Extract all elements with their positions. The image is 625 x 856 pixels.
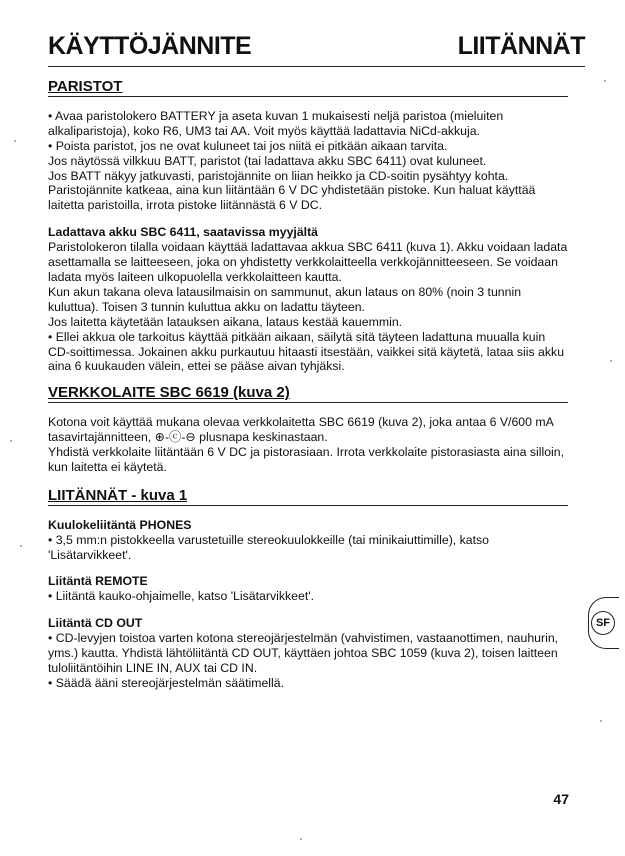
subsection-title-akku: Ladattava akku SBC 6411, saatavissa myyjältä [48, 225, 319, 240]
paragraph: Jos BATT näkyy jatkuvasti, paristojännite on liian heikko ja CD-soitin pysähtyy kohta. [48, 168, 509, 183]
scan-speck [14, 140, 16, 142]
page-header [48, 30, 585, 67]
section-title-liitannat: LIITÄNNÄT - kuva 1 [48, 489, 568, 506]
header-title-left: KÄYTTÖJÄNNITE [48, 32, 252, 60]
scan-speck [610, 360, 612, 362]
scan-speck [604, 80, 606, 82]
subsection-title-cd-out: Liitäntä CD OUT [48, 616, 143, 631]
scan-speck [10, 440, 12, 442]
paragraph: Jos näytössä vilkkuu BATT, paristot (tai ladattava akku SBC 6411) ovat kuluneet. [48, 153, 487, 168]
paragraph: • Avaa paristolokero BATTERY ja aseta kuvan 1 mukaisesti neljä paristoa (mieluiten alkaliparistoja), koko R6, UM3 tai AA. Voit myös käyttää ladattavia NiCd-akkuja. [48, 108, 504, 138]
scan-speck [600, 720, 602, 722]
sf-language-icon: SF [591, 611, 615, 635]
header-title-right: LIITÄNNÄT [457, 32, 585, 60]
paragraph: Jos laitetta käytetään latauksen aikana, lataus kestää kauemmin. [48, 314, 403, 329]
paragraph: Kotona voit käyttää mukana olevaa verkkolaitetta SBC 6619 (kuva 2), joka antaa 6 V/600 mA tasavirtajännitteen, ⊕-ⓒ-⊖ plusnapa keskinastaan. [48, 415, 554, 445]
subsection-title-phones: Kuulokeliitäntä PHONES [48, 517, 192, 532]
paragraph: • Poista paristot, jos ne ovat kuluneet tai jos niitä ei pitkään aikaan tarvita. [48, 138, 448, 153]
paragraph: Kun akun takana oleva latausilmaisin on sammunut, akun lataus on 80% (noin 3 tunnin kuluttua). Toisen 3 tunnin kuluttua akku on ladattu täyteen. [48, 284, 522, 314]
scan-speck [20, 545, 22, 547]
section-title-verkkolaite: VERKKOLAITE SBC 6619 (kuva 2) [48, 386, 568, 403]
paragraph: • Säädä ääni stereojärjestelmän säätimellä. [48, 675, 285, 690]
paragraph: • Liitäntä kauko-ohjaimelle, katso 'Lisätarvikkeet'. [48, 589, 314, 604]
paragraph: • CD-levyjen toistoa varten kotona stereojärjestelmän (vahvistimen, vastaanottimen, nauhurin, yms.) kautta. Yhdistä lähtöliitäntä CD OUT, käyttäen johtoa SBC 1059 (kuva 2), toisen laitteen tuloliitäntöihin LINE IN, AUX tai CD IN. [48, 631, 559, 675]
paragraph: • 3,5 mm:n pistokkeella varustetuille stereokuulokkeille (tai minikaiuttimille), katso 'Lisätarvikkeet'. [48, 532, 490, 562]
language-tab-badge [588, 597, 619, 649]
paragraph: • Ellei akkua ole tarkoitus käyttää pitkään aikaan, säilytä sitä täyteen ladattuna muualla kuin CD-soittimessa. Jokainen akku purkautuu hitaasti itsestään, vaikkei sitä käytetä, lataa siis akku aina 6 kuukauden välein, ettei se pääse aivan tyhjäksi. [48, 329, 565, 374]
paragraph: Paristolokeron tilalla voidaan käyttää ladattavaa akkua SBC 6411 (kuva 1). Akku voidaan ladata asettamalla se laitteeseen, joka on yhdistetty verkkolaitteella verkkojännitteeseen. Se voidaan ladata myös laiteen ulkopuolella verkkolaitteen kautta. [48, 240, 568, 284]
page-number: 47 [553, 791, 569, 807]
subsection-title-remote: Liitäntä REMOTE [48, 574, 148, 589]
paragraph: Paristojännite katkeaa, aina kun liitäntään 6 V DC yhdistetään pistoke. Kun haluat käyttää laitetta paristoilla, irrota pistoke liitännästä 6 V DC. [48, 183, 536, 213]
scan-speck [300, 838, 302, 840]
section-title-paristot: PARISTOT [48, 80, 568, 97]
page-content [48, 80, 568, 691]
paragraph: Yhdistä verkkolaite liitäntään 6 V DC ja pistorasiaan. Irrota verkkolaite pistorasiasta aina silloin, kun laitetta ei käytetä. [48, 445, 565, 474]
